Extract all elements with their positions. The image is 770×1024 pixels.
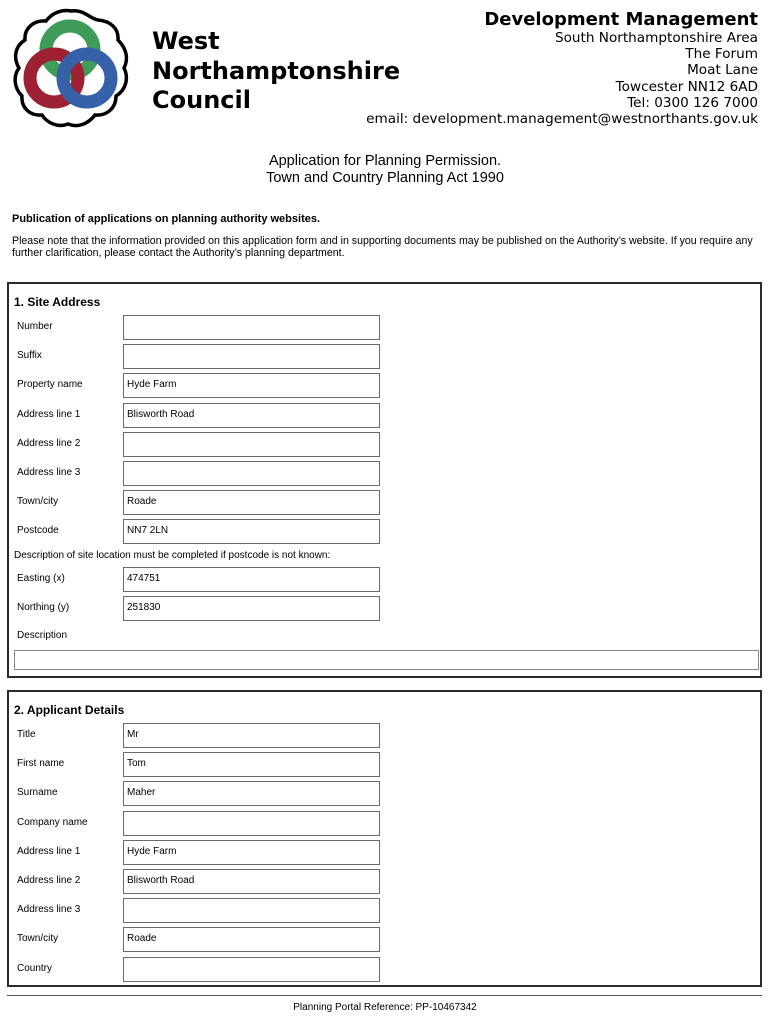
field-label: Number [17,321,53,332]
address-line: Moat Lane [687,62,758,79]
document-title-line: Town and Country Planning Act 1990 [266,169,504,186]
description-label: Description [17,630,68,641]
text-input[interactable] [123,957,380,982]
text-input[interactable]: Mr [123,723,380,748]
site-address-section [7,282,762,678]
field-label: Address line 2 [17,875,81,886]
document-title-line: Application for Planning Permission. [268,153,502,169]
field-label: Postcode [17,525,59,537]
field-label: Title [17,729,36,740]
text-input[interactable]: Maher [123,781,380,806]
council-logo [12,8,130,128]
publication-heading: Publication of applications on planning authority websites. [12,213,321,225]
text-input[interactable]: Hyde Farm [123,373,380,398]
text-input[interactable] [123,461,380,486]
text-input[interactable] [123,315,380,340]
text-input[interactable]: Tom [123,752,380,777]
field-label: Surname [17,787,58,799]
field-label: Address line 3 [17,904,81,916]
text-input[interactable]: Roade [123,490,380,515]
text-input[interactable] [123,432,380,457]
document-title [0,153,770,186]
council-name-line: Council [152,86,251,114]
location-note: Description of site location must be completed if postcode is not known: [14,550,331,561]
text-input[interactable]: NN7 2LN [123,519,380,544]
text-input[interactable]: Blisworth Road [123,869,380,894]
field-label: Town/city [17,933,59,945]
section-title: 2. Applicant Details [14,703,125,717]
description-input[interactable] [14,650,759,670]
email-line: email: development.management@westnorthants.gov.uk [366,111,758,128]
field-label: Northing (y) [17,602,70,614]
text-input[interactable] [123,344,380,369]
contact-block [366,9,758,127]
field-label: Country [17,962,53,974]
field-label: Easting (x) [17,573,65,584]
address-line: The Forum [685,46,758,63]
text-input[interactable] [123,811,380,836]
field-label: First name [17,758,65,770]
field-label: Address line 2 [17,437,81,449]
section-title: 1. Site Address [14,295,101,309]
publication-text: Please note that the information provided on this application form and in supporting documents may be published on the Authority’s website. If you require any further clarification, please contact the Authority’s planning department. [12,235,753,259]
text-input[interactable]: Hyde Farm [123,840,380,865]
text-input[interactable]: 251830 [123,596,380,621]
field-label: Address line 3 [17,467,81,478]
address-line: South Northamptonshire Area [554,30,758,46]
text-input[interactable]: 474751 [123,567,380,592]
portal-reference: Planning Portal Reference: PP-10467342 [293,1002,477,1013]
text-input[interactable]: Blisworth Road [123,403,380,428]
applicant-details-section [7,690,762,987]
field-label: Company name [17,816,88,828]
council-name-line: Northamptonshire [152,56,401,85]
text-input[interactable]: Roade [123,927,380,952]
field-label: Address line 1 [17,845,81,857]
council-name-line: West [152,27,220,55]
address-line: Towcester NN12 6AD [615,78,758,95]
field-label: Town/city [17,496,59,508]
text-input[interactable] [123,898,380,923]
department-title: Development Management [484,9,758,30]
field-label: Suffix [17,350,42,362]
field-label: Address line 1 [17,408,81,420]
council-name [152,27,400,116]
footer-divider [7,995,762,996]
field-label: Property name [17,379,83,391]
phone-line: Tel: 0300 126 7000 [627,94,758,111]
